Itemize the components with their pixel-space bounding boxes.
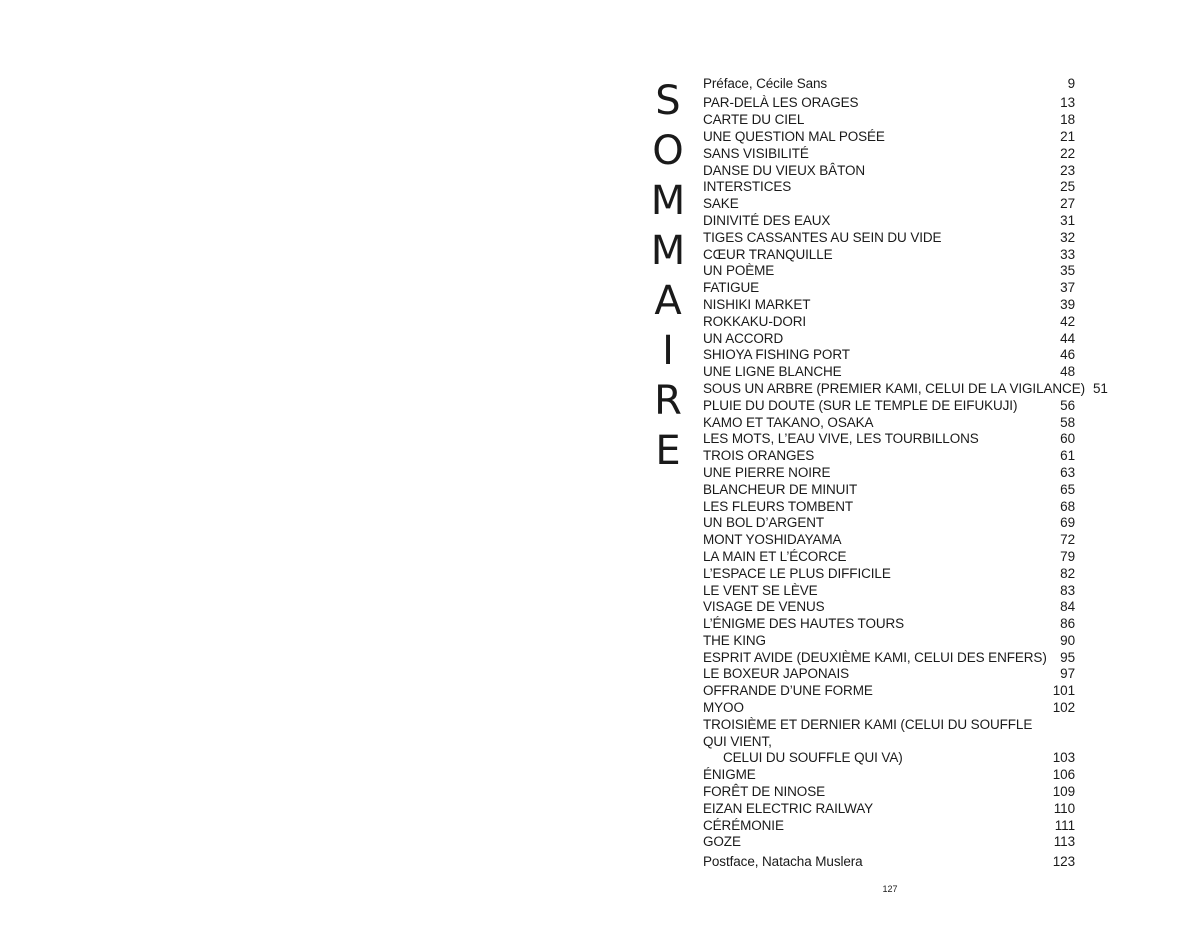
title-letter: M [650, 228, 686, 274]
toc-entry-title: GOZE [703, 834, 741, 850]
toc-entry-page: 83 [1060, 582, 1075, 598]
toc-entry-page: 65 [1060, 481, 1075, 497]
toc-entry [703, 834, 1075, 851]
toc-entry-title: L’ESPACE LE PLUS DIFFICILE [703, 565, 891, 581]
toc-entry [703, 515, 1075, 532]
toc-entry [703, 717, 1075, 767]
toc-entry [703, 616, 1075, 633]
toc-entry-page: 39 [1060, 296, 1075, 312]
toc-entry [703, 465, 1075, 482]
toc-entry-title: TROIS ORANGES [703, 448, 815, 464]
toc-entry-title: TIGES CASSANTES AU SEIN DU VIDE [703, 229, 942, 245]
toc-entry-title: VISAGE DE VENUS [703, 599, 825, 615]
toc-entry-title: EIZAN ELECTRIC RAILWAY [703, 800, 874, 816]
toc-entry-title: LE VENT SE LÈVE [703, 582, 818, 598]
toc-entry-title: UNE QUESTION MAL POSÉE [703, 128, 885, 144]
toc-entry-title: DINIVITÉ DES EAUX [703, 212, 831, 228]
toc-entry [703, 364, 1075, 381]
toc-entry-page: 103 [1052, 750, 1075, 766]
toc-entry [703, 700, 1075, 717]
toc-entry-page: 84 [1060, 599, 1075, 615]
toc-entry [703, 163, 1075, 180]
toc-entry-title-line: CELUI DU SOUFFLE QUI VA) [723, 750, 903, 766]
toc-entry-page: 37 [1060, 280, 1075, 296]
toc-entry-page: 106 [1052, 767, 1075, 783]
toc-entry [703, 650, 1075, 667]
toc-entry-page: 42 [1060, 313, 1075, 329]
toc-entry-title: SANS VISIBILITÉ [703, 145, 809, 161]
toc-entry [703, 196, 1075, 213]
toc-entry [703, 331, 1075, 348]
toc-entry-title: KAMO ET TAKANO, OSAKA [703, 414, 874, 430]
toc-entry-page: 13 [1060, 95, 1075, 111]
toc-entry-page: 35 [1060, 263, 1075, 279]
toc-entry [703, 230, 1075, 247]
toc-entry [703, 146, 1075, 163]
toc-entry [703, 683, 1075, 700]
toc-entry-page: 109 [1052, 784, 1075, 800]
toc-entry-title: UN ACCORD [703, 330, 784, 346]
toc-entry [703, 549, 1075, 566]
toc-entry [703, 112, 1075, 129]
toc-entry-title: LES MOTS, L’EAU VIVE, LES TOURBILLONS [703, 431, 979, 447]
toc-entry-page: 72 [1060, 532, 1075, 548]
toc-entry-page: 110 [1053, 800, 1075, 816]
toc-entry-title: ÉNIGME [703, 767, 756, 783]
table-of-contents [703, 76, 1108, 871]
toc-entry [703, 499, 1075, 516]
toc-entry-page: 22 [1060, 145, 1075, 161]
toc-entry-title: PLUIE DU DOUTE (SUR LE TEMPLE DE EIFUKUJI) [703, 397, 1018, 413]
toc-entry-title: DANSE DU VIEUX BÂTON [703, 162, 866, 178]
toc-entry [703, 129, 1075, 146]
toc-entry-page: 9 [1067, 76, 1075, 91]
toc-entry-title: NISHIKI MARKET [703, 296, 811, 312]
toc-entry [703, 263, 1075, 280]
toc-entry-title-line: TROISIÈME ET DERNIER KAMI (CELUI DU SOUFFLE QUI VIENT, [703, 716, 1033, 749]
toc-entry [703, 583, 1075, 600]
toc-entry-page: 95 [1060, 649, 1075, 665]
toc-entry-title: MYOO [703, 700, 744, 716]
toc-entry-title: INTERSTICES [703, 179, 792, 195]
toc-entry-title: ROKKAKU-DORI [703, 313, 807, 329]
toc-entry-page: 51 [1093, 380, 1108, 396]
toc-entry-page: 123 [1052, 854, 1075, 870]
toc-entry-title: FATIGUE [703, 280, 760, 296]
toc-entry [703, 380, 1108, 398]
toc-entry-page: 21 [1060, 128, 1075, 144]
toc-entry-title: UNE LIGNE BLANCHE [703, 364, 842, 380]
title-letter: S [655, 78, 681, 124]
toc-entry-page: 25 [1060, 179, 1075, 195]
toc-entry-title: SOUS UN ARBRE (PREMIER KAMI, CELUI DE LA VIGILANCE) [703, 380, 1085, 396]
toc-entry-title: MONT YOSHIDAYAMA [703, 532, 842, 548]
toc-entry-page: 44 [1060, 330, 1075, 346]
toc-entry-page: 113 [1053, 834, 1075, 850]
toc-entry-title: CÉRÉMONIE [703, 817, 784, 833]
toc-entry [703, 448, 1075, 465]
toc-entry-page: 86 [1060, 616, 1075, 632]
toc-entry-page: 82 [1060, 565, 1075, 581]
toc-entry [703, 213, 1075, 230]
toc-entry [703, 280, 1075, 297]
toc-entry [703, 431, 1075, 448]
toc-entry [703, 784, 1075, 801]
toc-entry [703, 398, 1075, 415]
toc-entry [703, 179, 1075, 196]
toc-entry-title: PAR-DELÀ LES ORAGES [703, 95, 859, 111]
toc-entry-title: UNE PIERRE NOIRE [703, 464, 831, 480]
toc-entry-title: LA MAIN ET L’ÉCORCE [703, 548, 847, 564]
toc-entry-page: 68 [1060, 498, 1075, 514]
toc-entry-title: OFFRANDE D’UNE FORME [703, 683, 873, 699]
toc-entry [703, 415, 1075, 432]
toc-entry-page: 56 [1060, 397, 1075, 413]
toc-entry-page: 60 [1060, 431, 1075, 447]
toc-entry-page: 63 [1060, 464, 1075, 480]
toc-entry [703, 532, 1075, 549]
toc-entry-title: LES FLEURS TOMBENT [703, 498, 853, 514]
toc-entry-title [703, 717, 1045, 767]
toc-entry-title: SHIOYA FISHING PORT [703, 347, 850, 363]
toc-entry [703, 247, 1075, 264]
title-letter: R [654, 378, 682, 424]
toc-entry [703, 818, 1075, 835]
toc-entry-page: 48 [1060, 364, 1075, 380]
toc-entry-page: 61 [1060, 448, 1075, 464]
toc-entry [703, 599, 1075, 616]
title-letter: A [654, 278, 682, 324]
title-letter: E [655, 428, 681, 474]
toc-entry-title: CŒUR TRANQUILLE [703, 246, 833, 262]
toc-entry [703, 566, 1075, 583]
title-letter: I [662, 328, 674, 374]
page-number: 127 [882, 884, 898, 894]
toc-entry [703, 801, 1075, 818]
toc-entry-page: 79 [1060, 548, 1075, 564]
toc-entry-title: THE KING [703, 632, 766, 648]
toc-entry [703, 76, 1075, 93]
toc-entry [703, 854, 1075, 871]
toc-entry-page: 31 [1060, 212, 1075, 228]
toc-entry [703, 314, 1075, 331]
toc-entry-title: UN POÈME [703, 263, 775, 279]
toc-entry-page: 32 [1060, 229, 1075, 245]
toc-entry-page: 90 [1060, 632, 1075, 648]
toc-entry-title: SAKE [703, 196, 739, 212]
toc-entry-page: 27 [1060, 196, 1075, 212]
toc-entry [703, 297, 1075, 314]
toc-entry-title: LE BOXEUR JAPONAIS [703, 666, 849, 682]
toc-entry-title: ESPRIT AVIDE (DEUXIÈME KAMI, CELUI DES ENFERS) [703, 649, 1047, 665]
toc-entry-title: FORÊT DE NINOSE [703, 784, 826, 800]
toc-entry [703, 482, 1075, 499]
toc-entry [703, 666, 1075, 683]
toc-entry-page: 97 [1060, 666, 1075, 682]
toc-entry [703, 767, 1075, 784]
toc-entry-page: 69 [1060, 515, 1075, 531]
toc-entry-title: L’ÉNIGME DES HAUTES TOURS [703, 616, 905, 632]
toc-entry-title: UN BOL D’ARGENT [703, 515, 825, 531]
toc-entry-page: 18 [1060, 112, 1075, 128]
toc-entry-title: CARTE DU CIEL [703, 112, 805, 128]
title-letter: M [650, 178, 686, 224]
toc-entry-page: 58 [1060, 414, 1075, 430]
toc-entry-title: BLANCHEUR DE MINUIT [703, 481, 858, 497]
toc-entry-page: 33 [1060, 246, 1075, 262]
toc-entry-title: Préface, Cécile Sans [703, 76, 828, 91]
toc-entry-page: 101 [1052, 683, 1075, 699]
toc-entry [703, 633, 1075, 650]
toc-entry [703, 95, 1075, 112]
title-letter: O [652, 128, 684, 174]
toc-entry-page: 23 [1060, 162, 1075, 178]
sommaire-title [643, 76, 693, 476]
toc-entry-page: 102 [1052, 700, 1075, 716]
toc-entry-page: 46 [1060, 347, 1075, 363]
toc-entry-page: 111 [1054, 817, 1075, 833]
toc-entry [703, 347, 1075, 364]
toc-entry-title: Postface, Natacha Muslera [703, 854, 863, 870]
